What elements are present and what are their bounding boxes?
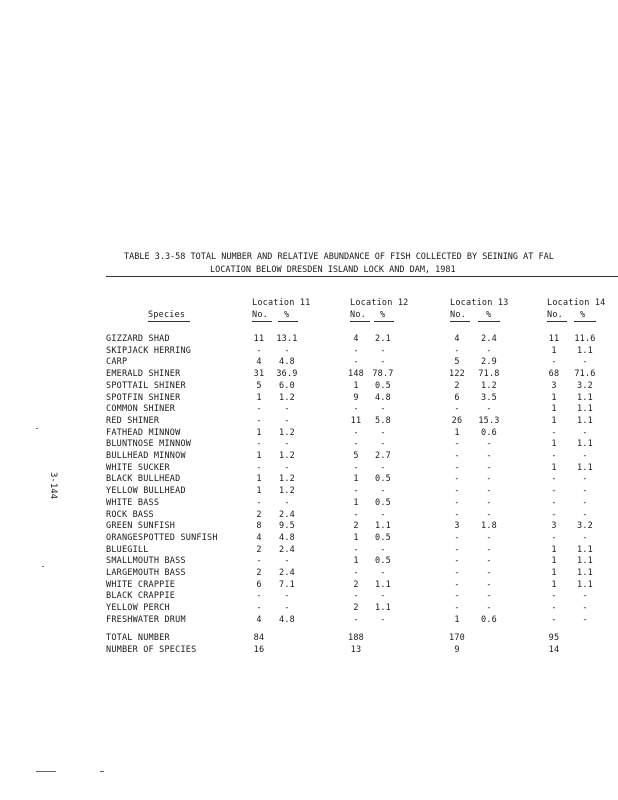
count-cell: - xyxy=(454,568,460,578)
count-cell: - xyxy=(454,579,460,590)
percent-cell: 15.3 xyxy=(478,415,500,426)
caption-rule xyxy=(106,276,618,277)
count-cell: 1 xyxy=(256,486,262,497)
totals-cell: 95 xyxy=(548,633,560,643)
percent-cell: 1.1 xyxy=(577,404,593,415)
species-name: WHITE CRAPPIE xyxy=(106,579,176,590)
count-cell: 9 xyxy=(353,392,359,403)
loc13-pct-header: % xyxy=(486,310,492,320)
percent-cell: - xyxy=(380,357,386,368)
count-cell: - xyxy=(454,404,460,415)
count-cell: 5 xyxy=(353,451,359,461)
count-cell: 4 xyxy=(353,334,359,344)
percent-cell: 1.2 xyxy=(279,486,295,497)
underline xyxy=(374,321,394,322)
scan-speck xyxy=(42,566,44,567)
percent-cell: 3.2 xyxy=(577,521,593,532)
percent-cell: 0.5 xyxy=(375,532,391,543)
count-cell: - xyxy=(551,509,557,520)
count-cell: 2 xyxy=(353,521,359,532)
count-cell: - xyxy=(353,568,359,578)
percent-cell: - xyxy=(486,439,492,450)
count-cell: - xyxy=(454,532,460,543)
percent-cell: 0.5 xyxy=(375,380,391,391)
percent-cell: - xyxy=(380,427,386,438)
count-cell: 5 xyxy=(256,380,262,391)
totals-cell: 16 xyxy=(253,645,265,655)
percent-cell: - xyxy=(486,404,492,415)
percent-cell: 4.8 xyxy=(279,357,295,368)
percent-cell: 1.1 xyxy=(577,415,593,426)
count-cell: - xyxy=(256,415,262,426)
percent-cell: - xyxy=(380,544,386,555)
percent-cell: 2.9 xyxy=(481,357,497,368)
totals-label: NUMBER OF SPECIES xyxy=(106,645,197,655)
count-cell: - xyxy=(551,451,557,461)
count-cell: 2 xyxy=(256,568,262,578)
percent-cell: - xyxy=(582,486,588,497)
percent-cell: 1.1 xyxy=(577,579,593,590)
percent-cell: 3.5 xyxy=(481,392,497,403)
page-number: 3-144 xyxy=(48,472,58,500)
loc14-pct-header: % xyxy=(580,310,586,320)
species-name: LARGEMOUTH BASS xyxy=(106,568,186,578)
count-cell: - xyxy=(256,556,262,567)
count-cell: - xyxy=(454,439,460,450)
percent-cell: - xyxy=(486,451,492,461)
percent-cell: 1.2 xyxy=(279,427,295,438)
percent-cell: 4.8 xyxy=(375,392,391,403)
percent-cell: 2.4 xyxy=(279,509,295,520)
species-name: FATHEAD MINNOW xyxy=(106,427,181,438)
percent-cell: 71.8 xyxy=(478,369,500,380)
count-cell: - xyxy=(454,544,460,555)
count-cell: 11 xyxy=(548,334,560,344)
count-cell: - xyxy=(256,603,262,614)
count-cell: 1 xyxy=(256,427,262,438)
count-cell: - xyxy=(454,345,460,356)
species-name: ORANGESPOTTED SUNFISH xyxy=(106,532,218,543)
caption-line-2: LOCATION BELOW DRESDEN ISLAND LOCK AND DAM, 1981 xyxy=(210,265,456,275)
count-cell: 6 xyxy=(256,579,262,590)
species-name: SKIPJACK HERRING xyxy=(106,345,192,356)
count-cell: 1 xyxy=(256,451,262,461)
count-cell: - xyxy=(454,462,460,473)
percent-cell: 2.4 xyxy=(279,544,295,555)
species-name: EMERALD SHINER xyxy=(106,369,181,380)
underline xyxy=(574,321,596,322)
loc11-no-header: No. xyxy=(252,310,268,320)
count-cell: - xyxy=(256,345,262,356)
species-name: FRESHWATER DRUM xyxy=(106,614,186,625)
percent-cell: - xyxy=(582,451,588,461)
percent-cell: 0.5 xyxy=(375,474,391,485)
underline xyxy=(278,321,298,322)
percent-cell: - xyxy=(284,462,290,473)
species-name: BLUEGILL xyxy=(106,544,149,555)
percent-cell: - xyxy=(582,603,588,614)
totals-cell: 14 xyxy=(548,645,560,655)
count-cell: 1 xyxy=(551,462,557,473)
count-cell: 2 xyxy=(353,603,359,614)
percent-cell: - xyxy=(486,474,492,485)
count-cell: 1 xyxy=(551,439,557,450)
percent-cell: 1.1 xyxy=(577,392,593,403)
count-cell: 4 xyxy=(454,334,460,344)
percent-cell: 13.1 xyxy=(276,334,298,344)
count-cell: 26 xyxy=(451,415,463,426)
count-cell: 1 xyxy=(256,474,262,485)
count-cell: - xyxy=(551,474,557,485)
percent-cell: 0.5 xyxy=(375,556,391,567)
percent-cell: - xyxy=(582,591,588,602)
count-cell: 1 xyxy=(551,556,557,567)
count-cell: - xyxy=(454,591,460,602)
species-name: GIZZARD SHAD xyxy=(106,334,170,344)
count-cell: - xyxy=(551,486,557,497)
percent-cell: - xyxy=(380,509,386,520)
species-name: BULLHEAD MINNOW xyxy=(106,451,186,461)
percent-cell: 1.1 xyxy=(375,603,391,614)
count-cell: 1 xyxy=(353,532,359,543)
percent-cell: - xyxy=(486,462,492,473)
percent-cell: 0.6 xyxy=(481,614,497,625)
species-name: BLACK BULLHEAD xyxy=(106,474,181,485)
percent-cell: 0.5 xyxy=(375,497,391,508)
loc12-pct-header: % xyxy=(380,310,386,320)
count-cell: - xyxy=(353,404,359,415)
percent-cell: 2.1 xyxy=(375,334,391,344)
species-name: RED SHINER xyxy=(106,415,160,426)
count-cell: 3 xyxy=(551,380,557,391)
percent-cell: 1.1 xyxy=(375,521,391,532)
percent-cell: - xyxy=(486,603,492,614)
percent-cell: - xyxy=(486,532,492,543)
count-cell: - xyxy=(353,614,359,625)
count-cell: - xyxy=(551,497,557,508)
count-cell: 122 xyxy=(449,369,465,380)
percent-cell: - xyxy=(380,568,386,578)
species-name: GREEN SUNFISH xyxy=(106,521,176,532)
percent-cell: 2.7 xyxy=(375,451,391,461)
species-name: YELLOW BULLHEAD xyxy=(106,486,186,497)
percent-cell: - xyxy=(380,591,386,602)
species-name: COMMON SHINER xyxy=(106,404,176,415)
underline xyxy=(252,321,272,322)
percent-cell: - xyxy=(582,474,588,485)
scan-speck xyxy=(36,771,56,772)
percent-cell: - xyxy=(486,591,492,602)
count-cell: - xyxy=(454,556,460,567)
loc11-pct-header: % xyxy=(284,310,290,320)
count-cell: - xyxy=(353,486,359,497)
count-cell: 1 xyxy=(256,392,262,403)
count-cell: 2 xyxy=(353,579,359,590)
species-name: SPOTFIN SHINER xyxy=(106,392,181,403)
count-cell: - xyxy=(454,451,460,461)
location-12-header: Location 12 xyxy=(350,298,409,308)
count-cell: 2 xyxy=(256,544,262,555)
percent-cell: - xyxy=(486,497,492,508)
location-13-header: Location 13 xyxy=(450,298,509,308)
percent-cell: - xyxy=(284,415,290,426)
percent-cell: - xyxy=(380,345,386,356)
count-cell: 5 xyxy=(454,357,460,368)
count-cell: - xyxy=(256,439,262,450)
percent-cell: - xyxy=(380,439,386,450)
totals-label: TOTAL NUMBER xyxy=(106,633,170,643)
species-name: WHITE SUCKER xyxy=(106,462,170,473)
count-cell: - xyxy=(256,497,262,508)
percent-cell: 1.1 xyxy=(577,462,593,473)
count-cell: 6 xyxy=(454,392,460,403)
percent-cell: 2.4 xyxy=(279,568,295,578)
count-cell: - xyxy=(551,591,557,602)
count-cell: 1 xyxy=(454,614,460,625)
percent-cell: - xyxy=(582,497,588,508)
percent-cell: 78.7 xyxy=(372,369,394,380)
percent-cell: 7.1 xyxy=(279,579,295,590)
count-cell: - xyxy=(551,603,557,614)
count-cell: 3 xyxy=(551,521,557,532)
species-header: Species xyxy=(148,310,186,320)
count-cell: 11 xyxy=(253,334,265,344)
caption-line-1: TABLE 3.3-58 TOTAL NUMBER AND RELATIVE ABUNDANCE OF FISH COLLECTED BY SEINING AT FAL xyxy=(124,252,554,262)
location-14-header: Location 14 xyxy=(547,298,606,308)
percent-cell: - xyxy=(486,579,492,590)
species-header-underline xyxy=(148,321,190,322)
count-cell: 1 xyxy=(353,497,359,508)
species-name: CARP xyxy=(106,357,128,368)
totals-cell: 84 xyxy=(253,633,265,643)
percent-cell: - xyxy=(486,486,492,497)
percent-cell: - xyxy=(284,404,290,415)
underline xyxy=(350,321,370,322)
percent-cell: 2.4 xyxy=(481,334,497,344)
percent-cell: - xyxy=(486,544,492,555)
underline xyxy=(547,321,567,322)
percent-cell: - xyxy=(284,497,290,508)
species-name: YELLOW PERCH xyxy=(106,603,170,614)
count-cell: - xyxy=(353,345,359,356)
count-cell: - xyxy=(353,544,359,555)
percent-cell: - xyxy=(380,486,386,497)
loc12-no-header: No. xyxy=(350,310,366,320)
totals-cell: 188 xyxy=(348,633,364,643)
scan-speck xyxy=(100,771,104,772)
count-cell: - xyxy=(454,474,460,485)
count-cell: 1 xyxy=(551,345,557,356)
percent-cell: - xyxy=(582,427,588,438)
underline xyxy=(478,321,500,322)
percent-cell: - xyxy=(380,614,386,625)
percent-cell: - xyxy=(486,568,492,578)
species-name: SMALLMOUTH BASS xyxy=(106,556,186,567)
count-cell: - xyxy=(353,357,359,368)
count-cell: 1 xyxy=(551,579,557,590)
count-cell: 1 xyxy=(551,392,557,403)
percent-cell: 5.8 xyxy=(375,415,391,426)
percent-cell: 6.0 xyxy=(279,380,295,391)
species-name: WHITE BASS xyxy=(106,497,160,508)
count-cell: 1 xyxy=(551,568,557,578)
count-cell: 3 xyxy=(454,521,460,532)
percent-cell: 9.5 xyxy=(279,521,295,532)
species-name: BLACK CRAPPIE xyxy=(106,591,176,602)
percent-cell: - xyxy=(284,556,290,567)
loc13-no-header: No. xyxy=(450,310,466,320)
count-cell: 1 xyxy=(551,404,557,415)
percent-cell: 1.1 xyxy=(577,345,593,356)
percent-cell: 1.1 xyxy=(375,579,391,590)
species-name: BLUNTNOSE MINNOW xyxy=(106,439,192,450)
count-cell: - xyxy=(353,509,359,520)
percent-cell: 1.2 xyxy=(279,474,295,485)
percent-cell: 0.6 xyxy=(481,427,497,438)
loc14-no-header: No. xyxy=(547,310,563,320)
count-cell: 2 xyxy=(256,509,262,520)
percent-cell: 71.6 xyxy=(574,369,596,380)
count-cell: - xyxy=(353,439,359,450)
count-cell: - xyxy=(454,486,460,497)
percent-cell: 1.2 xyxy=(279,392,295,403)
count-cell: - xyxy=(454,497,460,508)
count-cell: - xyxy=(454,509,460,520)
count-cell: 1 xyxy=(353,474,359,485)
totals-cell: 13 xyxy=(350,645,362,655)
percent-cell: 1.1 xyxy=(577,556,593,567)
percent-cell: - xyxy=(284,439,290,450)
count-cell: - xyxy=(256,404,262,415)
count-cell: 31 xyxy=(253,369,265,380)
totals-cell: 170 xyxy=(449,633,465,643)
count-cell: - xyxy=(551,614,557,625)
count-cell: 1 xyxy=(353,556,359,567)
count-cell: - xyxy=(256,462,262,473)
count-cell: - xyxy=(353,462,359,473)
percent-cell: 11.6 xyxy=(574,334,596,344)
count-cell: - xyxy=(551,532,557,543)
percent-cell: 1.2 xyxy=(481,380,497,391)
count-cell: 1 xyxy=(454,427,460,438)
percent-cell: - xyxy=(582,614,588,625)
species-name: SPOTTAIL SHINER xyxy=(106,380,186,391)
percent-cell: 3.2 xyxy=(577,380,593,391)
percent-cell: - xyxy=(486,345,492,356)
percent-cell: - xyxy=(486,556,492,567)
count-cell: 11 xyxy=(350,415,362,426)
percent-cell: 1.2 xyxy=(279,451,295,461)
count-cell: 1 xyxy=(353,380,359,391)
count-cell: - xyxy=(454,603,460,614)
percent-cell: - xyxy=(582,509,588,520)
count-cell: - xyxy=(551,357,557,368)
count-cell: - xyxy=(551,427,557,438)
percent-cell: - xyxy=(380,462,386,473)
count-cell: 4 xyxy=(256,532,262,543)
count-cell: 2 xyxy=(454,380,460,391)
percent-cell: - xyxy=(284,591,290,602)
percent-cell: 1.1 xyxy=(577,439,593,450)
percent-cell: 1.1 xyxy=(577,568,593,578)
percent-cell: - xyxy=(582,532,588,543)
count-cell: - xyxy=(256,591,262,602)
totals-cell: 9 xyxy=(454,645,460,655)
percent-cell: - xyxy=(284,345,290,356)
percent-cell: 36.9 xyxy=(276,369,298,380)
underline xyxy=(450,321,470,322)
species-name: ROCK BASS xyxy=(106,509,154,520)
count-cell: 68 xyxy=(548,369,560,380)
count-cell: - xyxy=(353,427,359,438)
count-cell: 4 xyxy=(256,614,262,625)
percent-cell: - xyxy=(582,357,588,368)
count-cell: 1 xyxy=(551,544,557,555)
percent-cell: - xyxy=(284,603,290,614)
percent-cell: 1.1 xyxy=(577,544,593,555)
percent-cell: - xyxy=(380,404,386,415)
count-cell: - xyxy=(353,591,359,602)
percent-cell: - xyxy=(486,509,492,520)
percent-cell: 4.8 xyxy=(279,614,295,625)
count-cell: 8 xyxy=(256,521,262,532)
count-cell: 148 xyxy=(348,369,364,380)
scan-speck xyxy=(36,428,38,429)
count-cell: 4 xyxy=(256,357,262,368)
percent-cell: 1.8 xyxy=(481,521,497,532)
count-cell: 1 xyxy=(551,415,557,426)
percent-cell: 4.8 xyxy=(279,532,295,543)
location-11-header: Location 11 xyxy=(252,298,311,308)
